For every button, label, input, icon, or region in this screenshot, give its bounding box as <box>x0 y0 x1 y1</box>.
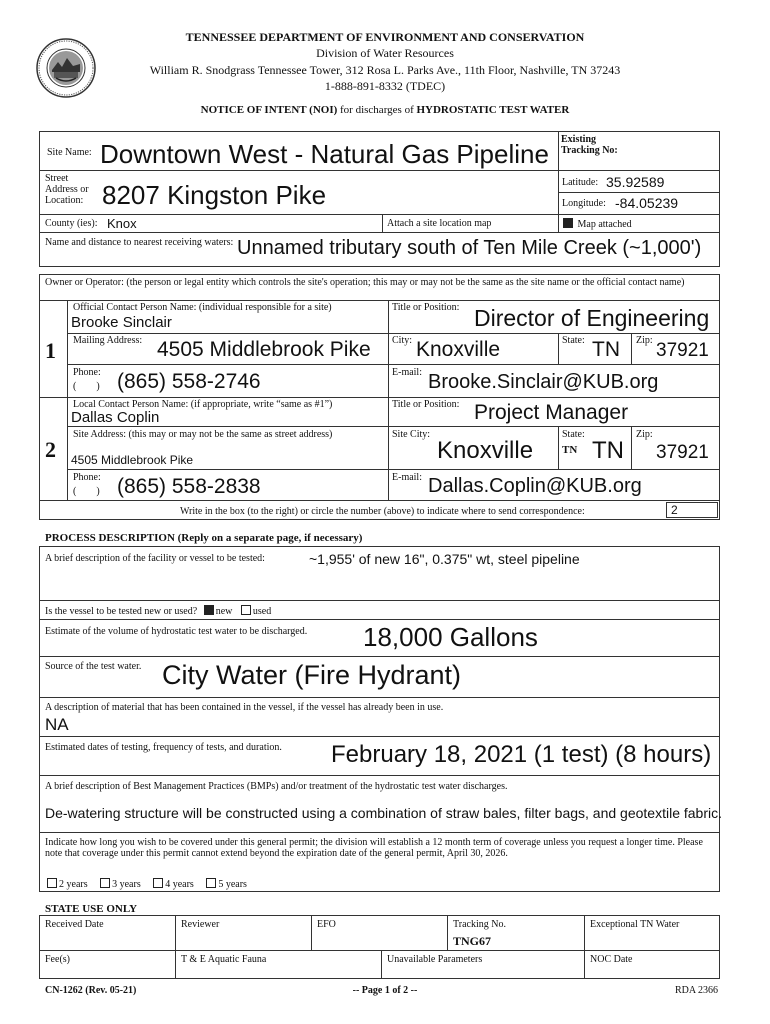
coverage-3-years-label: 3 years <box>112 879 141 890</box>
receiving-waters-label: Name and distance to nearest receiving waters: <box>45 237 234 248</box>
c2-zip-field[interactable]: 37921 <box>656 442 709 463</box>
c2-addr-field[interactable]: 4505 Middlebrook Pike <box>71 453 194 467</box>
c1-zip-label: Zip: <box>636 335 653 346</box>
c2-addr-label: Site Address: (this may or may not be the same as street address) <box>73 429 333 440</box>
coverage-options <box>47 878 247 890</box>
unavailable-parameters-label: Unavailable Parameters <box>387 954 483 965</box>
c1-zip-field[interactable]: 37921 <box>656 340 709 361</box>
c1-state-label: State: <box>562 335 585 346</box>
vessel-used-label: used <box>252 606 272 617</box>
form-number: CN-1262 (Rev. 05-21) <box>45 985 137 996</box>
c2-email-label: E-mail: <box>392 472 422 483</box>
received-date-label: Received Date <box>45 919 104 930</box>
c2-email-field[interactable]: Dallas.Coplin@KUB.org <box>428 475 642 497</box>
volume-field[interactable]: 18,000 Gallons <box>363 622 538 652</box>
bmp-field[interactable]: De-watering structure will be constructed using a combination of straw bales, filter bags, and geotextile fabric. <box>45 805 723 821</box>
noc-date-label: NOC Date <box>590 954 633 965</box>
c1-city-field[interactable]: Knoxville <box>416 338 501 361</box>
coverage-5-years-checkbox[interactable] <box>206 878 216 888</box>
notice-prefix: NOTICE OF INTENT (NOI) <box>200 104 338 116</box>
coverage-4-years-checkbox[interactable] <box>153 878 163 888</box>
c2-state-label: State: <box>562 429 585 440</box>
rda-number: RDA 2366 <box>674 985 718 996</box>
c1-phone-paren: ( ) <box>73 381 100 392</box>
department-address: William R. Snodgrass Tennessee Tower, 312 Rosa L. Parks Ave., 11th Floor, Nashville, TN 37243 <box>149 63 621 77</box>
efo-label: EFO <box>317 919 336 930</box>
fees-label: Fee(s) <box>45 954 70 965</box>
c2-state-field[interactable]: TN <box>592 437 624 464</box>
c1-mail-label: Mailing Address: <box>73 335 143 346</box>
c1-state-field[interactable]: TN <box>592 338 620 361</box>
vessel-new-label: new <box>215 606 233 617</box>
street-label: Street Address or Location: <box>45 173 89 206</box>
vessel-used-checkbox[interactable] <box>241 605 251 615</box>
department-phone: 1-888-891-8332 (TDEC) <box>324 79 446 93</box>
c2-name-field[interactable]: Dallas Coplin <box>71 409 160 426</box>
coverage-text: Indicate how long you wish to be covered under this general permit; the division will establish a 12 month term of coverage unless you request a longer time. Please note that coverage under this permit cannot extend beyond the expiration date of the general permit, April 30, 2026. <box>45 837 703 859</box>
c1-city-label: City: <box>392 335 413 346</box>
c1-mail-field[interactable]: 4505 Middlebrook Pike <box>157 338 371 361</box>
map-attached-checkbox[interactable] <box>563 218 573 228</box>
correspondence-label: Write in the box (to the right) or circle the number (above) to indicate where to send correspondence: <box>180 506 585 517</box>
attach-map-label: Attach a site location map <box>387 218 492 229</box>
latitude-field[interactable]: 35.92589 <box>606 174 665 190</box>
c1-email-label: E-mail: <box>392 367 422 378</box>
c2-zip-label: Zip: <box>636 429 653 440</box>
coverage-3-years-checkbox[interactable] <box>100 878 110 888</box>
site-name-field[interactable]: Downtown West - Natural Gas Pipeline <box>100 139 549 169</box>
c1-title-label: Title or Position: <box>392 302 460 313</box>
latitude-label: Latitude: <box>562 177 599 188</box>
longitude-label: Longitude: <box>562 198 606 209</box>
tracking-label: Existing Tracking No: <box>561 134 618 156</box>
c2-city-field[interactable]: Knoxville <box>437 437 534 464</box>
c2-title-field[interactable]: Project Manager <box>474 401 629 424</box>
map-attached-option[interactable] <box>563 218 632 230</box>
coverage-2-years-checkbox[interactable] <box>47 878 57 888</box>
county-label: County (ies): <box>45 218 98 229</box>
c2-name-label: Local Contact Person Name: (if appropriate, write “same as #1”) <box>73 399 333 410</box>
c1-name-field[interactable]: Brooke Sinclair <box>71 314 172 331</box>
street-field[interactable]: 8207 Kingston Pike <box>102 180 327 210</box>
state-use-heading: STATE USE ONLY <box>45 903 138 915</box>
volume-label: Estimate of the volume of hydrostatic test water to be discharged. <box>45 626 308 637</box>
coverage-4-years-label: 4 years <box>165 879 194 890</box>
c2-city-label: Site City: <box>392 429 431 440</box>
longitude-field[interactable]: -84.05239 <box>615 195 679 211</box>
tracking-no-label: Tracking No. <box>453 919 506 930</box>
department-title: TENNESSEE DEPARTMENT OF ENVIRONMENT AND CONSERVATION <box>185 30 585 44</box>
division-name: Division of Water Resources <box>316 46 454 60</box>
c1-name-label: Official Contact Person Name: (individual responsible for a site) <box>73 302 332 313</box>
source-label: Source of the test water. <box>45 661 142 672</box>
c1-phone-label: Phone: <box>73 367 101 378</box>
process-heading: PROCESS DESCRIPTION (Reply on a separate page, if necessary) <box>45 532 363 544</box>
correspondence-field[interactable]: 2 <box>666 502 718 518</box>
notice-suffix: HYDROSTATIC TEST WATER <box>416 104 570 116</box>
source-field[interactable]: City Water (Fire Hydrant) <box>162 660 462 690</box>
dates-field[interactable]: February 18, 2021 (1 test) (8 hours) <box>331 741 712 768</box>
tracking-no-value: TNG67 <box>453 934 492 948</box>
bmp-label: A brief description of Best Management Practices (BMPs) and/or treatment of the hydrostatic test water discharges. <box>45 781 508 792</box>
county-field[interactable]: Knox <box>107 216 137 231</box>
aquatic-fauna-label: T & E Aquatic Fauna <box>181 954 267 965</box>
c1-phone-field[interactable]: (865) 558-2746 <box>117 370 261 393</box>
c2-phone-paren: ( ) <box>73 486 100 497</box>
facility-field[interactable]: ~1,955' of new 16", 0.375" wt, steel pipeline <box>309 551 580 567</box>
material-field[interactable]: NA <box>45 715 69 734</box>
vessel-question <box>45 605 271 617</box>
c2-phone-label: Phone: <box>73 472 101 483</box>
notice-title <box>0 104 770 116</box>
owner-intro: Owner or Operator: (the person or legal entity which controls the site's operation; this may or may not be the same as the site name or the official contact name) <box>45 277 685 288</box>
contact-1-number[interactable]: 1 <box>45 338 56 363</box>
c2-phone-field[interactable]: (865) 558-2838 <box>117 475 261 498</box>
coverage-5-years-label: 5 years <box>218 879 247 890</box>
c1-email-field[interactable]: Brooke.Sinclair@KUB.org <box>428 371 659 393</box>
material-label: A description of material that has been contained in the vessel, if the vessel has already been in use. <box>45 702 444 713</box>
contact-2-number[interactable]: 2 <box>45 437 56 462</box>
receiving-waters-field[interactable]: Unnamed tributary south of Ten Mile Creek (~1,000') <box>237 237 702 259</box>
page-number: -- Page 1 of 2 -- <box>352 985 418 996</box>
vessel-new-checkbox[interactable] <box>204 605 214 615</box>
exceptional-water-label: Exceptional TN Water <box>590 919 680 930</box>
site-name-label: Site Name: <box>47 147 92 158</box>
notice-mid: for discharges of <box>340 104 414 116</box>
c1-title-field[interactable]: Director of Engineering <box>474 305 710 331</box>
dates-label: Estimated dates of testing, frequency of tests, and duration. <box>45 742 282 753</box>
facility-label: A brief description of the facility or vessel to be tested: <box>45 553 265 564</box>
coverage-2-years-label: 2 years <box>59 879 88 890</box>
vessel-label: Is the vessel to be tested new or used? <box>45 606 198 617</box>
c2-state-printed: TN <box>562 444 578 456</box>
map-attached-label: Map attached <box>577 219 632 230</box>
c2-title-label: Title or Position: <box>392 399 460 410</box>
reviewer-label: Reviewer <box>181 919 220 930</box>
